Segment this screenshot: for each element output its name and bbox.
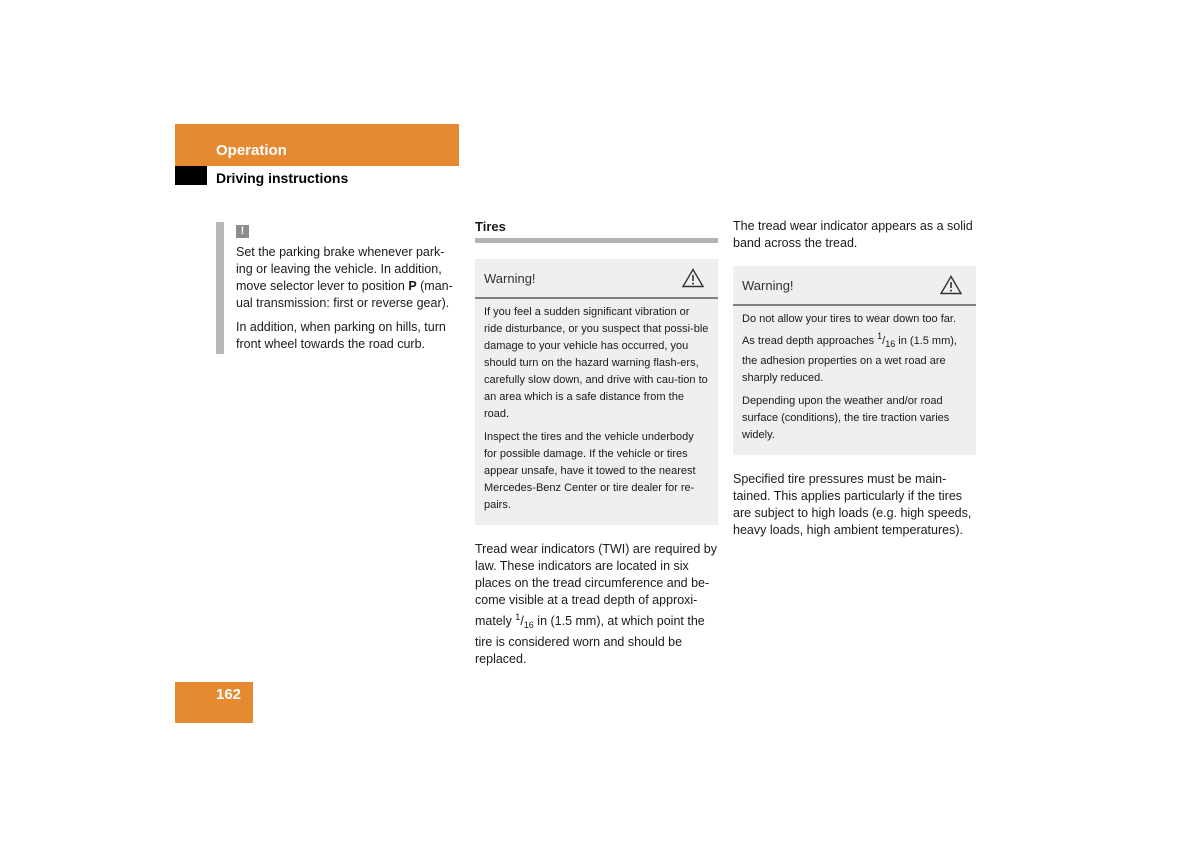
warning-body xyxy=(475,299,718,525)
warning-box-tread-depth xyxy=(733,266,976,455)
pressure-paragraph: Specified tire pressures must be main-tained. This applies particularly if the tires are subject to high loads (e.g. high speeds, heavy loads, high ambient temperatures). xyxy=(733,472,972,537)
fraction-denominator: 16 xyxy=(885,339,896,349)
parking-note xyxy=(216,222,460,354)
exclamation-icon: ! xyxy=(236,225,249,238)
warning-header xyxy=(475,259,718,299)
note-paragraph-2: In addition, when parking on hills, turn front wheel towards the road curb. xyxy=(236,320,446,351)
subsection-title: Driving instructions xyxy=(216,170,349,186)
warning-triangle-icon xyxy=(940,275,962,295)
warning-header xyxy=(733,266,976,306)
warning-paragraph-1: Do not allow your tires to wear down too far. As tread depth approaches $^1/_{16}$ in (1.5 mm), the adhesion properties on a wet road are sharply reduced. xyxy=(742,313,957,384)
tires-column xyxy=(475,218,718,678)
fraction-denominator: 16 xyxy=(523,620,534,630)
warning-paragraph-1: If you feel a sudden significant vibration or ride disturbance, or you suspect that possi-ble damage to your vehicle has occurred, you should turn on the hazard warning flash-ers, carefully slow down, and drive with cau-tion to an area which is a safe distance from the road. xyxy=(484,306,709,420)
tires-heading: Tires xyxy=(475,218,718,243)
warning-title: Warning! xyxy=(742,277,794,293)
fraction-numerator: 1 xyxy=(877,331,883,341)
fraction-numerator: 1 xyxy=(515,612,521,622)
warning-title: Warning! xyxy=(484,270,536,286)
page-number: 162 xyxy=(216,686,242,703)
warning-body xyxy=(733,306,976,455)
warning-paragraph-2: Depending upon the weather and/or road surface (conditions), the tire traction varies widely. xyxy=(742,395,950,441)
note-paragraph-1: Set the parking brake whenever park-ing or leaving the vehicle. In addition, move selector lever to position P (man-ual transmission: first or reverse gear). xyxy=(236,245,453,310)
page-number-box xyxy=(175,682,253,723)
section-marker xyxy=(175,166,207,185)
warning-triangle-icon xyxy=(682,268,704,288)
tread-column xyxy=(733,218,976,549)
section-title: Operation xyxy=(216,142,287,159)
twi-paragraph: Tread wear indicators (TWI) are required by law. These indicators are located in six places on the tread circumference and be-come visible at a tread depth of approxi-mately $^1/_{16}$ in (1.5 mm), at which point the tire is considered worn and should be replaced. xyxy=(475,542,717,666)
warning-paragraph-2: Inspect the tires and the vehicle underbody for possible damage. If the vehicle or tires appear unsafe, have it towed to the nearest Mercedes-Benz Center or tire dealer for re-pairs. xyxy=(484,431,696,511)
warning-box-vibration xyxy=(475,259,718,525)
tread-intro: The tread wear indicator appears as a solid band across the tread. xyxy=(733,219,973,250)
